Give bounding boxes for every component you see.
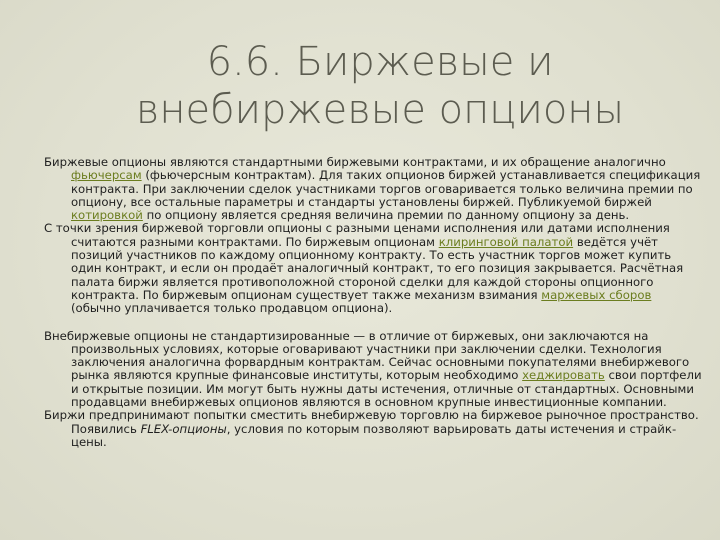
paragraph-text: Внебиржевые опционы не стандартизированные — в отличие от биржевых, они заключаются на произвольных условиях, которые оговаривают участники при заключении сделки. Технология заключения аналогична форвардным контрактам. Сейчас основными покупателями внебиржевого рынка являются крупные финансовые институты, которым необходимо (44, 328, 690, 383)
term-link[interactable]: клиринговой палатой (438, 234, 574, 249)
paragraph (44, 156, 704, 222)
slide-title: 6.6. Биржевые и внебиржевые опционы (135, 39, 625, 133)
paragraph (44, 409, 704, 449)
paragraph-text: С точки зрения биржевой торговли опционы с разными ценами исполнения или датами исполнения считаются разными контрактами. По биржевым опционам (44, 221, 670, 249)
paragraph-gap (44, 316, 704, 330)
paragraph-text: свои портфели и открытые позиции. Им могут быть нужны даты истечения, отличные от стандартных. Основными продавцами внебиржевых опционов являются в основном крупные инвестиционные компании. (71, 368, 702, 410)
term-link[interactable]: маржевых сборов (541, 287, 652, 302)
italic-term: FLEX-опционы (140, 421, 227, 436)
term-link[interactable]: хеджировать (522, 368, 605, 383)
paragraph-text: Биржевые опционы являются стандартными биржевыми контрактами, и их обращение аналогично (44, 155, 666, 169)
paragraph-text: (фьючерсным контрактам). Для таких опционов биржей устанавливается спецификация контракта. При заключении сделок участниками торгов оговаривается только величина премии по опциону, все остальные параметры и стандарты установлены биржей. Публикуемой биржей (71, 168, 701, 209)
paragraph-text: Биржи предпринимают попытки сместить внебиржевую торговлю на биржевое рыночное пространство. Появились (44, 408, 699, 436)
term-link[interactable]: котировкой (71, 208, 143, 223)
slide-body (44, 156, 704, 449)
paragraph-text: (обычно уплачивается только продавцом опциона). (71, 301, 393, 316)
term-link[interactable]: фьючерсам (71, 168, 142, 183)
paragraph-text: , условия по которым позволяют варьировать даты истечения и страйк-цены. (71, 421, 677, 449)
paragraph-text: ведётся учёт позиций участников по каждому опционному контракту. То есть участник торгов может купить один контракт, и если он продаёт аналогичный контракт, то его позиция закрывается. Расчётная палата биржи является противоположной стороной сделки для каждой стороны опционного контракта. По биржевым опционам существует также механизм взимания (71, 234, 684, 302)
paragraph-text: по опциону является средняя величина премии по данному опциону за день. (142, 208, 630, 223)
paragraph (44, 222, 704, 315)
paragraph (44, 330, 704, 410)
